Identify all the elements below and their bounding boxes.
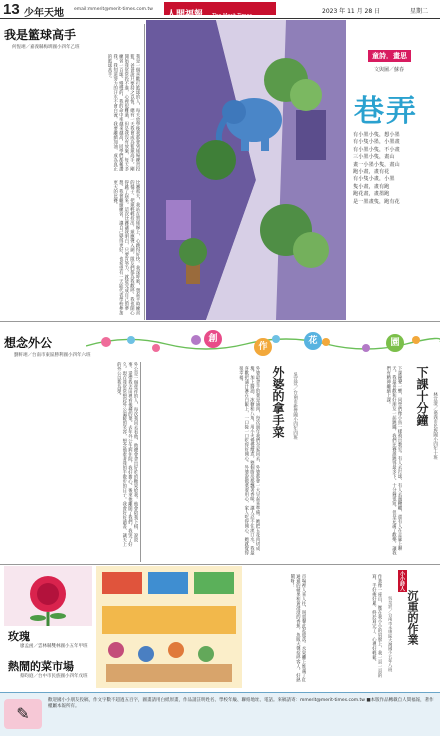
footer-badge (4, 699, 42, 729)
article-title: 下課十分鐘 (415, 366, 429, 426)
brand-logo (164, 2, 276, 20)
homework-title: 沉重的作業 (406, 590, 419, 645)
market-byline: 蔡昀庭／台中市民族國小四年戊班 (20, 674, 88, 679)
article-homework (310, 566, 440, 688)
article-body: 外婆最拿手的菜是滷肉，每次過年我們全家回去，外婆都會一大早起來準備。她把五花肉切成塊，加上醬油、冰糖和八角，用小火慢慢燉煮。整個廚房都飄著香味，讓人忍不住流口水。我最喜歡把滷汁淋在白飯上，一口接一口吃得好開心。外婆說做菜要用心，家人吃得開心，她就覺得很幸福。 (238, 366, 260, 555)
article-byline: 吳宣萱／台南市新營國小四年四班 (292, 372, 298, 440)
article-byline: 林宣澄／嘉義市民族國小四年十班 (432, 392, 438, 460)
garden-char-2: 作 (254, 338, 272, 356)
article-title: 我是籃球高手 (4, 28, 77, 42)
homework-byline: 吳昊宸／台南市永康區大灣國小五年八班 (388, 596, 394, 672)
section-name: 少年天地 (24, 8, 64, 19)
alley-poem: 有小墨小隻，想小墨 有小隻小墨，小墨畫 有小墨小隻，不小畫 三小墨小隻，畫山 畫一小墨小隻，畫山 跑小畫，畫有花 有小隻小畫，小墨 隻小畫，畫有跑 跑花畫，畫墨跑 是一墨畫隻，跑有花 (353, 132, 400, 205)
article-body: 下課鐘聲一響，同學們像小鳥一樣飛出教室。有人去打球，有人去盪鞦韆，還有人在走廊上聊天。我最喜歡和好朋友一起跳繩，我們比賽誰跳得最多下。十分鐘很短，但是充滿了歡樂，讓我們有精神繼續上課。 (385, 366, 402, 555)
article-alley (146, 20, 440, 320)
alley-credit: 文與圖／蘇春 (374, 67, 405, 73)
homework-badge: 小小詩人 (399, 571, 405, 591)
miss-grandpa-body: 外公是一個慈祥的人，每次我回去看他，他總會拿出好吃的糖果給我。他會陪我下棋、說故事，還帶我去田裡看他種的菜。去年外公生病住院，我好擔心。後來他離開了我們，我哭了好久。現在我常常想起外公溫暖的笑容，想念他牽著我的手散步的日子。我會好好讀書，讓天上的外公以我為榮。 (116, 362, 138, 547)
page-number: 13 (3, 1, 20, 18)
issue-weekday: 星期二 (410, 8, 429, 15)
article-title: 外婆的拿手菜 (271, 366, 285, 438)
page-footer (0, 692, 440, 736)
garden-banner (86, 324, 440, 362)
garden-char-1: 創 (204, 330, 222, 348)
rose-title: 玫瑰 (8, 630, 30, 643)
section-email: email:mmerit@merit-times.com.tw (74, 7, 153, 12)
garden-char-4: 園 (386, 334, 404, 352)
article-byline: 何恆翊／嘉義縣梅圳國小四年乙班 (12, 45, 80, 50)
article-ten-minutes (314, 362, 440, 562)
garden-char-3: 花 (304, 332, 322, 350)
homework-body: 作業像一座山，壓在我小小的肩膀上，我一頁一頁的寫，手好痠好累，終於寫完了，心裡好輕鬆。 (371, 574, 382, 678)
article-byline: 劉軒翊／台南市東區勝利國小四年六班 (14, 353, 91, 358)
article-title: 想念外公 (4, 336, 53, 350)
issue-date: 2023 年 11 月 28 日 (322, 8, 381, 15)
brand-name: 人間福報 (167, 10, 204, 20)
article-body: 我是一個喜歡打籃球的人，每天放學後我都會到球場練習投籃。爸爸說只要持之以恆，總有一天我會成為籃球高手。剛開始我常常投不進，心裡很難過，但是我沒有放棄，每天多練習一百球。慢慢的，我的命中率越來越高，同學們都稱讚我。我知道努力的汗水不會白流，我要繼續加油，成為真正的籃球高手。 (107, 54, 140, 171)
alley-tag: 童詩．畫思 (368, 50, 411, 62)
market-title: 熱鬧的菜市場 (8, 660, 74, 673)
market-poem-col: 市場裡人來人往，叫賣聲此起彼落。水果攤上堆滿了紅通通的蘋果和黃澄澄的香蕉，魚販大聲招呼客人，好熱鬧呀！ (289, 574, 306, 682)
article-basketball (0, 20, 143, 320)
rose-drawing (4, 566, 92, 626)
rose-byline: 廖孟函／雲林縣雙林國小五年甲班 (20, 644, 88, 649)
article-body-lower: 比賽那天，我站在罰球線上，心跳得好快。我深呼吸，想起平時練習的樣子，把球輕輕投出，球應聲入網。隊友們都為我歡呼，我也開心得跳了起來。這次比賽讓我明白，只要肯努力，就能完成自己的夢想。我會繼續練習，讓自己變得更好，也希望有一天能代表學校參加更大的比賽。 (112, 180, 140, 315)
page-header (0, 0, 440, 19)
brand-name-en: The Merit Times (212, 13, 253, 19)
alley-illustration (146, 20, 346, 320)
article-grandma-dish (142, 362, 312, 562)
footer-text: 歡迎國小小朋友投稿，作文字數不超過五百字，圖畫請用白紙原畫，作品請註明姓名、學校年級、聯絡地址、電話。來稿請寄：mmerit@merit-times.com.tw ■本版作品轉載自人間福報，著作權屬本報所有。 (48, 698, 434, 710)
market-drawing (96, 566, 242, 688)
child-writing-icon: ✎ (16, 704, 30, 723)
alley-title: 巷弄 (354, 94, 418, 129)
